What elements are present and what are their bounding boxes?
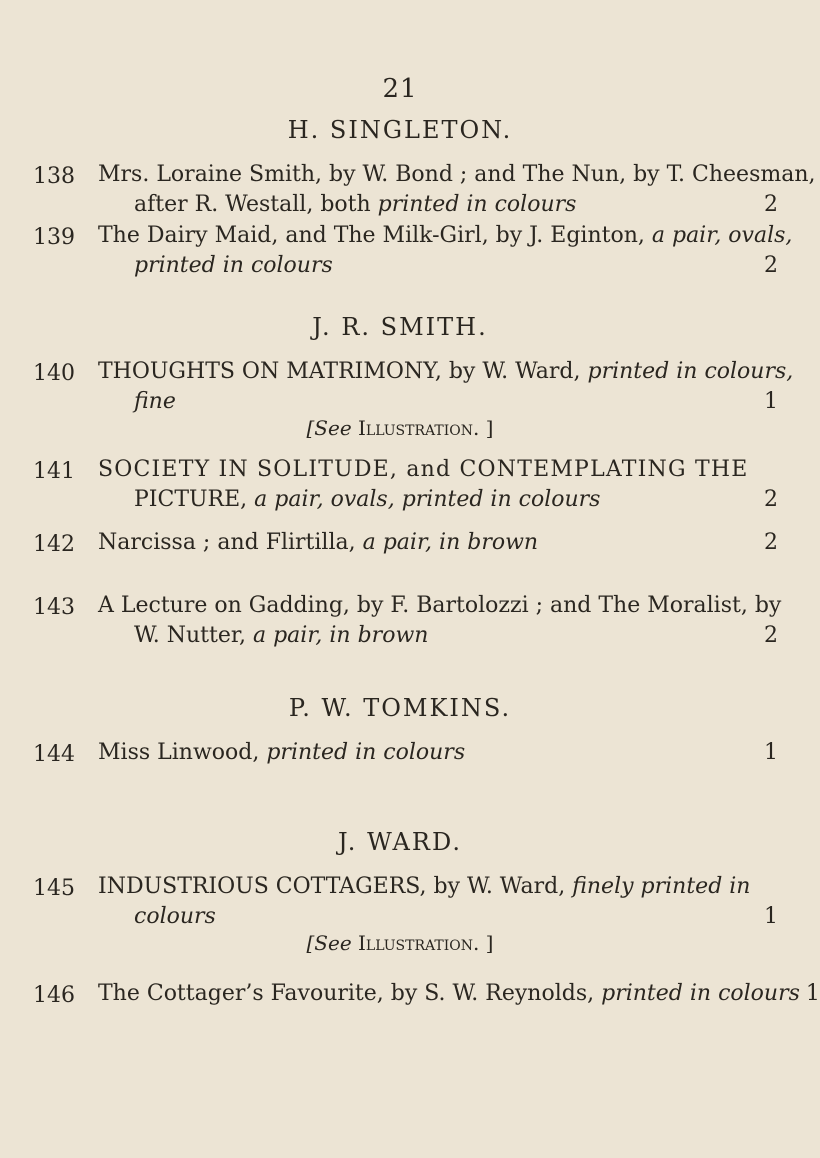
lot-technique: printed in colours, — [587, 359, 794, 384]
lot-number: 143 — [33, 595, 75, 620]
lot-number: 146 — [33, 983, 75, 1008]
lot-number: 144 — [33, 742, 75, 767]
ref-prefix: [See — [306, 416, 359, 440]
ref-label: Illustration. — [358, 416, 480, 440]
lot-quantity: 1 — [764, 389, 778, 414]
lot-description: SOCIETY IN SOLITUDE, and CONTEMPLATING THE — [98, 457, 749, 482]
lot-number: 139 — [33, 225, 75, 250]
lot-number: 145 — [33, 876, 75, 901]
lot-quantity: 2 — [764, 192, 778, 217]
lot-number: 140 — [33, 361, 75, 386]
lot-quantity: 1 — [805, 981, 820, 1006]
lot-number: 141 — [33, 459, 75, 484]
lot-technique: printed in colours — [266, 740, 466, 765]
ref-suffix: ] — [479, 416, 494, 440]
artist-heading-ward: J. WARD. — [338, 828, 462, 856]
lot-entry — [98, 872, 778, 932]
lot-entry — [98, 979, 820, 1009]
illustration-reference — [0, 416, 800, 440]
lot-description: THOUGHTS ON MATRIMONY, by W. Ward, — [98, 359, 588, 384]
lot-technique-cont: fine — [134, 389, 176, 414]
lot-number: 142 — [33, 532, 75, 557]
lot-description: A Lecture on Gadding, by F. Bartolozzi ; and The Moralist, by — [98, 593, 782, 618]
lot-technique-cont: printed in colours — [134, 253, 333, 278]
lot-technique-cont: colours — [134, 904, 216, 929]
illustration-reference — [0, 931, 800, 955]
lot-entry — [98, 528, 778, 558]
lot-description: Narcissa ; and Flirtilla, — [98, 530, 363, 555]
lot-technique: a pair, in brown — [252, 623, 429, 648]
artist-heading-tomkins: P. W. TOMKINS. — [288, 694, 512, 722]
lot-number: 138 — [33, 164, 75, 189]
lot-quantity: 2 — [764, 253, 778, 278]
ref-prefix: [See — [306, 931, 359, 955]
lot-entry — [98, 738, 778, 768]
lot-quantity: 1 — [764, 740, 778, 765]
lot-quantity: 2 — [764, 487, 778, 512]
lot-description: Mrs. Loraine Smith, by W. Bond ; and The Nun, by T. Cheesman, — [98, 162, 816, 187]
lot-technique: a pair, in brown — [362, 530, 539, 555]
lot-entry — [98, 221, 793, 281]
lot-description: Miss Linwood, — [98, 740, 267, 765]
lot-description-cont: W. Nutter, — [134, 623, 253, 648]
lot-description-cont: after R. Westall, both — [134, 192, 378, 217]
lot-description: INDUSTRIOUS COTTAGERS, by W. Ward, — [98, 874, 573, 899]
lot-quantity: 2 — [764, 623, 778, 648]
lot-technique: finely printed in — [572, 874, 751, 899]
ref-label: Illustration. — [358, 931, 480, 955]
lot-technique: printed in colours — [601, 981, 800, 1006]
lot-quantity: 2 — [764, 530, 778, 555]
lot-description: The Cottager’s Favourite, by S. W. Reynolds, — [98, 981, 602, 1006]
lot-technique: printed in colours — [377, 192, 577, 217]
page-number: 21 — [382, 74, 418, 104]
artist-heading-singleton: H. SINGLETON. — [287, 116, 513, 144]
artist-heading-smith: J. R. SMITH. — [312, 313, 488, 341]
lot-description-cont: PICTURE, — [134, 487, 255, 512]
lot-quantity: 1 — [764, 904, 778, 929]
lot-entry — [98, 160, 816, 220]
lot-entry — [98, 591, 782, 651]
lot-entry — [98, 357, 794, 417]
ref-suffix: ] — [479, 931, 494, 955]
lot-description: The Dairy Maid, and The Milk-Girl, by J. Eginton, — [98, 223, 652, 248]
lot-technique: a pair, ovals, printed in colours — [254, 487, 601, 512]
lot-technique: a pair, ovals, — [651, 223, 793, 248]
lot-entry — [98, 455, 778, 515]
